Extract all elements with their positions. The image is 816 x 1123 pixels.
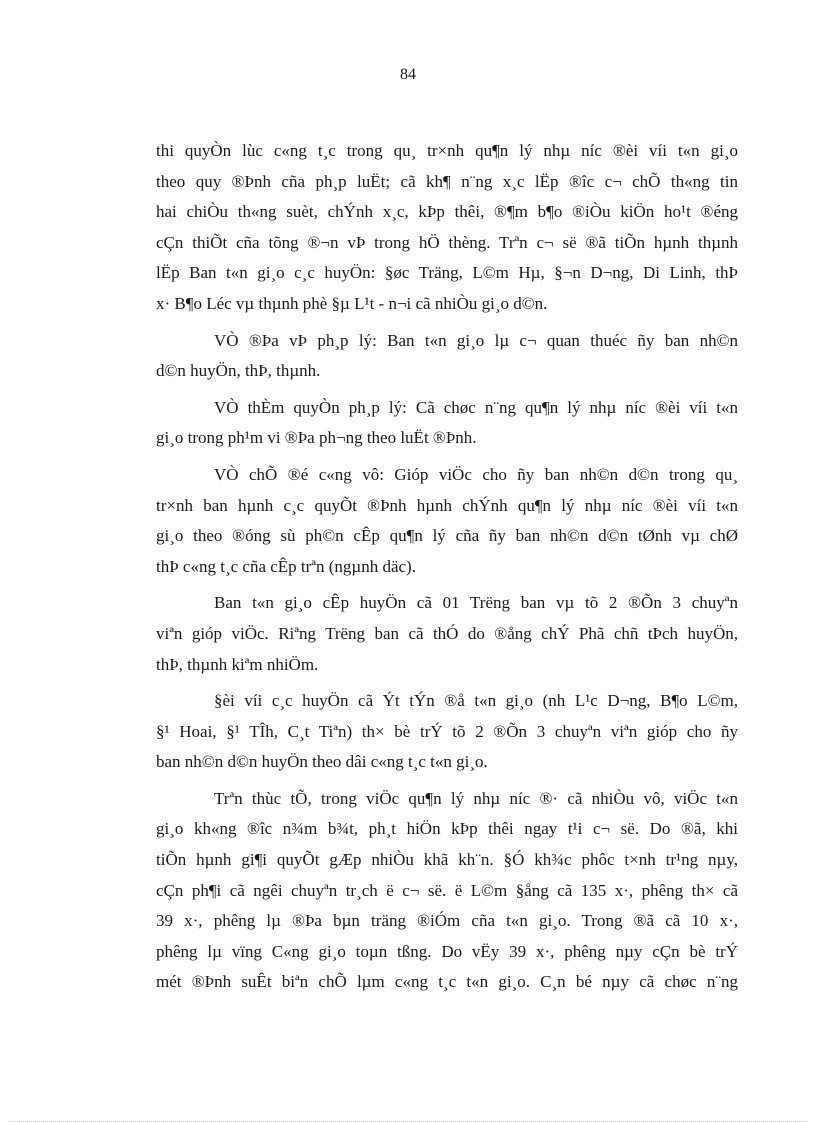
text-line: cÇn ph¶i cã ngêi chuyªn tr¸ch ë c¬ së. ë L©m §ång cã 135 x·, phêng th× cã [156, 880, 738, 900]
text-line: ban nh©n d©n huyÖn theo dâi c«ng t¸c t«n gi¸o. [156, 752, 488, 772]
text-line: mét ®Þnh suÊt biªn chÕ lµm c«ng t¸c t«n gi¸o. C¸n bé nµy cã chøc n¨ng [156, 972, 738, 992]
text-line: gi¸o kh«ng ®îc n¾m b¾t, ph¸t hiÖn kÞp thêi ngay t¹i c¬ së. Do ®ã, khi [156, 819, 738, 839]
text-line: thÞ, thµnh kiªm nhiÖm. [156, 654, 319, 674]
text-line: viªn gióp viÖc. Riªng Trëng ban cã thÓ do ®ång chÝ Phã chñ tÞch huyÖn, [156, 623, 738, 643]
text-line: thÞ c«ng t¸c cña cÊp trªn (ngµnh däc). [156, 556, 416, 576]
text-line: phêng lµ vïng C«ng gi¸o toµn tßng. Do vËy 39 x·, phêng nµy cÇn bè trÝ [156, 941, 738, 961]
text-line: §èi víi c¸c huyÖn cã Ýt tÝn ®å t«n gi¸o (nh L¹c D¬ng, B¶o L©m, [214, 691, 738, 711]
text-line: theo quy ®Þnh cña ph¸p luËt; cã kh¶ n¨ng x¸c lËp ®îc c¬ chÕ th«ng tin [156, 171, 738, 191]
text-line: tr×nh ban hµnh c¸c quyÕt ®Þnh hµnh chÝnh qu¶n lý nhµ níc ®èi víi t«n [156, 495, 738, 515]
text-line: hai chiÒu th«ng suèt, chÝnh x¸c, kÞp thêi, ®¶m b¶o ®iÒu kiÖn ho¹t ®éng [156, 202, 738, 222]
text-line: Trªn thùc tÕ, trong viÖc qu¶n lý nhµ níc ®· cã nhiÒu vô, viÖc t«n [214, 788, 738, 808]
paragraph [156, 136, 738, 320]
paragraph [156, 460, 738, 582]
text-line: tiÕn hµnh gi¶i quyÕt gÆp nhiÒu khã kh¨n. §Ó kh¾c phôc t×nh tr¹ng nµy, [156, 850, 738, 870]
body-text [156, 136, 738, 1004]
text-line: lËp Ban t«n gi¸o c¸c huyÖn: §øc Träng, L©m Hµ, §¬n D¬ng, Di Linh, thÞ [156, 263, 738, 283]
text-line: Ban t«n gi¸o cÊp huyÖn cã 01 Trëng ban vµ tõ 2 ®Õn 3 chuyªn [214, 593, 738, 613]
text-line: VÒ chÕ ®é c«ng vô: Gióp viÖc cho ñy ban nh©n d©n trong qu¸ [214, 464, 738, 484]
text-line: gi¸o theo ®óng sù ph©n cÊp qu¶n lý cña ñy ban nh©n d©n tØnh vµ chØ [156, 526, 738, 546]
page-bottom-rule [10, 1121, 806, 1122]
text-line: d©n huyÖn, thÞ, thµnh. [156, 361, 321, 381]
text-line: thi quyÒn lùc c«ng t¸c trong qu¸ tr×nh qu¶n lý nhµ níc ®èi víi t«n gi¸o [156, 141, 738, 160]
paragraph [156, 326, 738, 387]
text-line: 39 x·, phêng lµ ®Þa bµn träng ®iÓm cña t«n gi¸o. Trong ®ã cã 10 x·, [156, 911, 738, 931]
text-line: VÒ thÈm quyÒn ph¸p lý: Cã chøc n¨ng qu¶n lý nhµ níc ®èi víi t«n [214, 397, 738, 417]
paragraph [156, 588, 738, 680]
paragraph [156, 784, 738, 998]
paragraph [156, 393, 738, 454]
paragraph [156, 686, 738, 778]
text-line: §¹ Hoai, §¹ TÎh, C¸t Tiªn) th× bè trÝ tõ 2 ®Õn 3 chuyªn viªn gióp cho ñy [156, 721, 738, 741]
text-line: x· B¶o Léc vµ thµnh phè §µ L¹t - n¬i cã nhiÒu gi¸o d©n. [156, 293, 548, 313]
page-number: 84 [400, 66, 416, 83]
text-line: gi¸o trong ph¹m vi ®Þa ph¬ng theo luËt ®Þnh. [156, 428, 477, 448]
text-line: cÇn thiÕt cña tõng ®¬n vÞ trong hÖ thèng. Trªn c¬ së ®ã tiÕn hµnh thµnh [156, 232, 738, 252]
text-line: VÒ ®Þa vÞ ph¸p lý: Ban t«n gi¸o lµ c¬ quan thuéc ñy ban nh©n [214, 330, 738, 350]
